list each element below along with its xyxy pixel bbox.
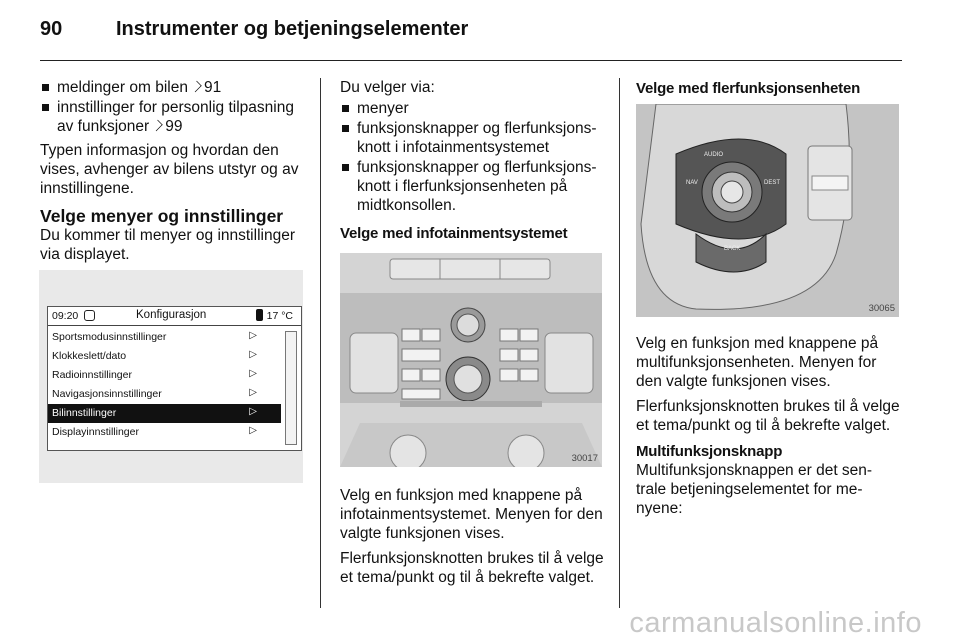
chevron-right-icon: ▷: [249, 406, 257, 417]
menu-item[interactable]: Klokkeslett/dato ▷: [52, 349, 257, 362]
cross-reference-arrow-icon: [152, 120, 163, 131]
section-heading: Velge med infotainmentsystemet: [340, 225, 568, 242]
bullet-icon: [342, 164, 349, 171]
bullet-icon: [342, 125, 349, 132]
bullet-icon: [42, 84, 49, 91]
bullet-text: innstillinger for personlig tilpasning av funksjoner: [57, 99, 294, 135]
column-2: [340, 78, 606, 249]
scrollbar[interactable]: [285, 331, 297, 445]
temperature: 17 °C: [266, 310, 293, 322]
list-item: [340, 99, 606, 118]
page-reference-link[interactable]: 91: [203, 79, 222, 96]
chevron-right-icon: ▷: [249, 425, 257, 436]
list-item: [340, 119, 606, 157]
page-header: [40, 18, 468, 48]
paragraph: Flerfunksjonsknotten brukes til å velge et tema/punkt og til å bekrefte valget.: [340, 550, 604, 586]
section-heading: Velge med flerfunksjonsenheten: [636, 80, 861, 97]
list-item: [40, 98, 306, 136]
dest-label: DEST: [764, 180, 781, 186]
display-figure: [39, 270, 303, 483]
display-screen: [47, 306, 302, 451]
paragraph: Velg en funksjon med knappene på multifunksjonsenheten. Menyen for den valgte funksjonen vises.: [636, 335, 879, 390]
bullet-text: menyer: [357, 100, 409, 117]
chevron-right-icon: ▷: [249, 368, 257, 379]
figure-id: 30065: [868, 303, 895, 314]
column-divider: [320, 78, 321, 608]
column-divider: [619, 78, 620, 608]
bullet-text: funksjonsknapper og flerfunksjons-knott i flerfunksjonsenheten på midtkonsollen.: [357, 159, 597, 214]
infotainment-console-figure: [340, 253, 602, 467]
list-item: [40, 78, 306, 97]
clock-time: 09:20: [52, 310, 79, 322]
figure-id: 30017: [571, 453, 598, 464]
multifunction-unit-figure: [636, 104, 899, 317]
menu-item[interactable]: Radioinnstillinger ▷: [52, 368, 257, 381]
column-2-lower: [340, 486, 606, 593]
nav-label: NAV: [686, 180, 698, 186]
column-3-lower: [636, 334, 902, 524]
chevron-right-icon: ▷: [249, 387, 257, 398]
column-1: [40, 78, 306, 270]
section-heading: Velge menyer og innstillinger: [40, 206, 284, 226]
screen-header: [48, 307, 301, 326]
infotainment-console-illustration: [340, 253, 602, 467]
multifunction-unit-illustration: [636, 104, 899, 317]
screen-title: Konfigurasjon: [136, 309, 207, 321]
audio-label: AUDIO: [704, 152, 724, 158]
watermark-url: carmanualsonline.info: [629, 607, 922, 639]
list-item: [340, 158, 606, 215]
chevron-right-icon: ▷: [249, 330, 257, 341]
cross-reference-arrow-icon: [190, 81, 201, 92]
back-label: BACK: [724, 246, 741, 252]
bullet-text: funksjonsknapper og flerfunksjons-knott i infotainmentsystemet: [357, 120, 597, 156]
page-number: 90: [40, 18, 63, 40]
bullet-text: meldinger om bilen: [57, 79, 188, 96]
paragraph: Du velger via:: [340, 79, 435, 96]
bullet-icon: [342, 105, 349, 112]
chevron-right-icon: ▷: [249, 349, 257, 360]
menu-item[interactable]: Navigasjonsinnstillinger ▷: [52, 387, 257, 400]
bullet-icon: [42, 104, 49, 111]
paragraph: Velg en funksjon med knappene på infotainmentsystemet. Menyen for den valgte funksjonen vises.: [340, 487, 603, 542]
clock-icon: [84, 310, 95, 321]
subsection-heading: Multifunksjonsknapp: [636, 443, 783, 460]
paragraph: Multifunksjonsknappen er det sen-trale betjeningselementet for me-nyene:: [636, 462, 873, 517]
thermometer-icon: [256, 309, 263, 321]
paragraph: Flerfunksjonsknotten brukes til å velge et tema/punkt og til å bekrefte valget.: [636, 398, 900, 434]
page-title: Instrumenter og betjeningselementer: [116, 18, 469, 40]
column-3: [636, 78, 902, 104]
menu-item-selected[interactable]: Bilinnstillinger ▷: [48, 404, 281, 423]
header-divider: [40, 60, 902, 61]
page-reference-link[interactable]: 99: [165, 118, 183, 135]
paragraph: Du kommer til menyer og innstillinger via displayet.: [40, 227, 295, 263]
paragraph: Typen informasjon og hvordan den vises, avhenger av bilens utstyr og av innstillingene.: [40, 142, 299, 197]
menu-item[interactable]: Sportsmodusinnstillinger ▷: [52, 330, 257, 343]
menu-item[interactable]: Displayinnstillinger ▷: [52, 425, 257, 438]
